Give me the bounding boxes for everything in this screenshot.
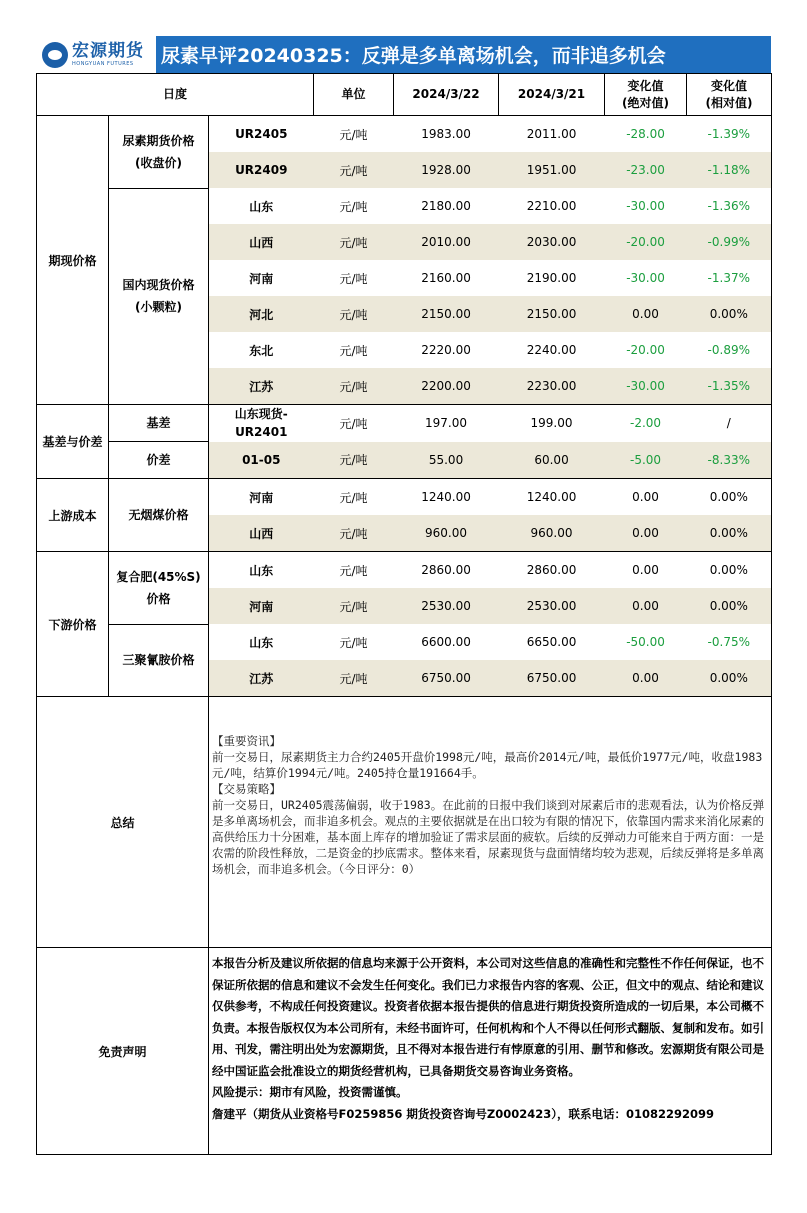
row-unit: 元/吨 [314, 515, 394, 552]
col-header-change-rel: 变化值 (相对值) [687, 74, 772, 116]
report-title: 尿素早评20240325：反弹是多单离场机会，而非追多机会 [161, 45, 666, 67]
row-change-rel: 0.00% [687, 479, 772, 516]
row-change-rel: -1.18% [687, 152, 772, 188]
row-value-date1: 197.00 [394, 405, 499, 442]
author-contact: 詹建平（期货从业资格号F0259856 期货投资咨询号Z0002423），联系电话：01082292099 [212, 1106, 714, 1121]
row-value-date1: 2530.00 [394, 588, 499, 624]
disclaimer-row [37, 948, 772, 1155]
row-unit: 元/吨 [314, 552, 394, 589]
row-value-date2: 2860.00 [499, 552, 605, 589]
row-item: 山东 [209, 624, 314, 660]
row-item: 山东 [209, 188, 314, 224]
row-unit: 元/吨 [339, 127, 368, 142]
row-value-date1: 2150.00 [394, 296, 499, 332]
row-change-rel: -1.35% [687, 368, 772, 405]
row-value-date1: 960.00 [394, 515, 499, 552]
row-change-rel: -0.89% [687, 332, 772, 368]
row-value-date1: 2180.00 [421, 199, 471, 213]
row-unit: 元/吨 [314, 405, 394, 442]
row-unit: 元/吨 [339, 635, 368, 650]
row-change-abs: -5.00 [605, 442, 687, 479]
row-change-rel: 0.00% [687, 552, 772, 589]
group-basis: 基差 [109, 405, 209, 442]
row-change-rel: 0.00% [687, 588, 772, 624]
table-row [37, 624, 772, 660]
row-value-date2: 2240.00 [526, 343, 577, 357]
table-row [37, 479, 772, 516]
company-logo [36, 36, 158, 73]
row-value-date2: 6650.00 [526, 635, 577, 649]
row-value-date2: 2230.00 [499, 368, 605, 405]
row-value-date2: 2011.00 [526, 127, 577, 141]
row-value-date1: 55.00 [394, 442, 499, 479]
row-unit: 元/吨 [314, 588, 394, 624]
row-unit: 元/吨 [314, 368, 394, 405]
row-change-abs: -50.00 [626, 635, 665, 649]
row-change-rel: 0.00% [687, 296, 772, 332]
col-header-date1: 2024/3/22 [394, 74, 499, 116]
row-unit: 元/吨 [314, 224, 394, 260]
col-header-date2: 2024/3/21 [499, 74, 605, 116]
row-unit: 元/吨 [314, 479, 394, 516]
row-item: 山东 [209, 552, 314, 589]
row-value-date2: 2210.00 [526, 199, 577, 213]
row-change-abs: -23.00 [605, 152, 687, 188]
group-compound-fertilizer: 复合肥(45%S) 价格 [109, 552, 209, 625]
row-value-date2: 6750.00 [499, 660, 605, 697]
row-value-date1: 6600.00 [421, 635, 471, 649]
row-value-date1: 1928.00 [394, 152, 499, 188]
summary-text [209, 697, 772, 948]
row-value-date1: 2160.00 [421, 271, 471, 285]
row-value-date2: 60.00 [499, 442, 605, 479]
row-change-abs: -28.00 [626, 127, 665, 141]
row-change-abs: 0.00 [605, 588, 687, 624]
row-value-date2: 2030.00 [499, 224, 605, 260]
row-unit: 元/吨 [314, 296, 394, 332]
row-item: 山东现货-UR2401 [209, 405, 314, 442]
risk-notice: 风险提示：期市有风险，投资需谨慎。 [212, 1085, 408, 1099]
row-item: 河南 [209, 260, 314, 296]
row-change-abs: -30.00 [626, 199, 665, 213]
row-change-rel: 0.00% [687, 515, 772, 552]
row-value-date1: 2220.00 [421, 343, 471, 357]
logo-mark-icon [42, 42, 68, 68]
row-value-date1: 6750.00 [394, 660, 499, 697]
row-item: 河南 [209, 588, 314, 624]
row-value-date2: 1240.00 [499, 479, 605, 516]
group-basis-spread: 基差与价差 [37, 405, 109, 479]
row-item: 江苏 [209, 368, 314, 405]
row-item: 山西 [209, 515, 314, 552]
row-change-abs: 0.00 [605, 479, 687, 516]
price-table [36, 73, 772, 1155]
table-row [37, 552, 772, 589]
group-spot-price: 国内现货价格 (小颗粒) [109, 188, 209, 405]
row-unit: 元/吨 [339, 271, 368, 286]
row-item: 江苏 [209, 660, 314, 697]
row-item: 东北 [209, 332, 314, 368]
summary-label: 总结 [37, 697, 209, 948]
col-header-change-abs: 变化值 (绝对值) [605, 74, 687, 116]
row-change-rel: / [687, 405, 772, 442]
table-header-row [37, 74, 772, 116]
disclaimer-text [209, 948, 772, 1155]
row-change-abs: 0.00 [605, 296, 687, 332]
row-item: 01-05 [209, 442, 314, 479]
row-item: 河南 [209, 479, 314, 516]
row-item: UR2409 [209, 152, 314, 188]
row-value-date2: 1951.00 [499, 152, 605, 188]
row-value-date2: 199.00 [499, 405, 605, 442]
col-header-unit: 单位 [314, 74, 394, 116]
row-change-rel: -1.37% [687, 260, 772, 296]
summary-row [37, 697, 772, 948]
summary-body: 【重要资讯】 前一交易日，尿素期货主力合约2405开盘价1998元/吨，最高价2014元/吨，最低价1977元/吨，收盘1983元/吨，结算价1994元/吨。2405持仓量191664手。 【交易策略】 前一交易日，UR2405震荡偏弱，收于1983。在此前的日报中我们谈到对尿素后市的悲观看法，认为价格反弹是多单离场机会，而非追多机会。观点的主要依据就是在出口较为有限的情况下，依靠国内需求来消化尿素的高供给压力十分困难，基本面上库存的增加验证了需求层面的疲软。后续的反弹动力可能来自于两方面：一是农需的阶段性释放，二是资金的抄底需求。整体来看，尿素现货与盘面情绪均较为悲观，后续反弹将是多单离场机会，而非追多机会。（今日评分：0） [212, 734, 765, 876]
table-row [37, 405, 772, 442]
row-value-date1: 2010.00 [394, 224, 499, 260]
disclaimer-label: 免责声明 [37, 948, 209, 1155]
row-value-date2: 960.00 [499, 515, 605, 552]
disclaimer-body: 本报告分析及建议所依据的信息均来源于公开资料，本公司对这些信息的准确性和完整性不作任何保证，也不保证所依据的信息和建议不会发生任何变化。我们已力求报告内容的客观、公正，但文中的观点、结论和建议仅供参考，不构成任何投资建议。投资者依据本报告提供的信息进行期货投资所造成的一切后果，本公司概不负责。本报告版权仅为本公司所有，未经书面许可，任何机构和个人不得以任何形式翻版、复制和发布。如引用、刊发，需注明出处为宏源期货，且不得对本报告进行有悖原意的引用、删节和修改。宏源期货有限公司是经中国证监会批准设立的期货经营机构，已具备期货交易咨询业务资格。 [212, 956, 764, 1078]
row-change-abs: -20.00 [626, 343, 665, 357]
row-value-date1: 2200.00 [394, 368, 499, 405]
row-value-date2: 2530.00 [499, 588, 605, 624]
row-change-abs: -30.00 [605, 368, 687, 405]
table-row [37, 442, 772, 479]
group-spot-futures: 期现价格 [37, 116, 109, 405]
row-change-rel: -0.75% [687, 624, 772, 660]
group-downstream: 下游价格 [37, 552, 109, 697]
logo-english-name: HONGYUAN FUTURES [72, 60, 134, 67]
row-change-abs: -20.00 [605, 224, 687, 260]
row-change-rel: -1.36% [687, 188, 772, 224]
row-value-date1: 1983.00 [421, 127, 471, 141]
row-change-rel: 0.00% [687, 660, 772, 697]
group-melamine: 三聚氰胺价格 [109, 624, 209, 697]
report-header [36, 36, 771, 73]
row-item: UR2405 [209, 116, 314, 153]
row-change-abs: -2.00 [605, 405, 687, 442]
row-item: 河北 [209, 296, 314, 332]
table-row [37, 188, 772, 224]
report-sheet [36, 36, 771, 1155]
group-upstream: 上游成本 [37, 479, 109, 552]
logo-chinese-name: 宏源期货 [72, 40, 144, 61]
row-unit: 元/吨 [314, 152, 394, 188]
row-unit: 元/吨 [314, 442, 394, 479]
row-change-abs: 0.00 [605, 660, 687, 697]
row-change-rel: -0.99% [687, 224, 772, 260]
group-anthracite: 无烟煤价格 [109, 479, 209, 552]
row-value-date2: 2190.00 [526, 271, 577, 285]
row-value-date2: 2150.00 [499, 296, 605, 332]
row-value-date1: 1240.00 [394, 479, 499, 516]
row-change-rel: -8.33% [687, 442, 772, 479]
row-unit: 元/吨 [339, 199, 368, 214]
row-unit: 元/吨 [339, 343, 368, 358]
row-unit: 元/吨 [314, 660, 394, 697]
group-spread: 价差 [109, 442, 209, 479]
row-item: 山西 [209, 224, 314, 260]
row-value-date1: 2860.00 [394, 552, 499, 589]
row-change-abs: 0.00 [605, 515, 687, 552]
table-row [37, 116, 772, 153]
row-change-abs: -30.00 [626, 271, 665, 285]
row-change-abs: 0.00 [605, 552, 687, 589]
group-futures-price: 尿素期货价格 (收盘价) [109, 116, 209, 189]
col-header-dimension: 日度 [37, 74, 314, 116]
row-change-rel: -1.39% [687, 116, 772, 153]
